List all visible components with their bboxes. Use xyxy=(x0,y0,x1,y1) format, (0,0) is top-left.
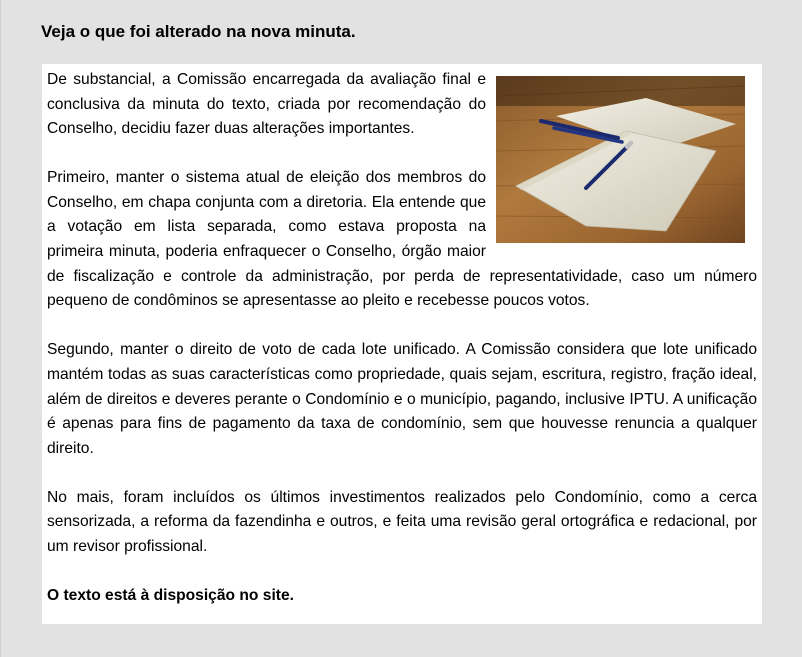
page-title: Veja o que foi alterado na nova minuta. xyxy=(41,22,356,41)
paragraph-intro: De substancial, a Comissão encarregada da avaliação final e conclusiva da minuta do texto, criada por recomendação do Conselho, decidiu fazer duas alterações importantes. xyxy=(47,71,486,138)
paragraph-other-changes: No mais, foram incluídos os últimos investimentos realizados pelo Condomínio, como a cerca sensorizada, a reforma da fazendinha e outros, e feita uma revisão geral ortográfica e redacional, por um revisor profissional. xyxy=(47,488,757,555)
content-panel xyxy=(42,64,762,624)
closing-note: O texto está à disposição no site. xyxy=(47,587,294,605)
paragraph-first-change: Primeiro, manter o sistema atual de eleição dos membros do Conselho, em chapa conjunta com a diretoria. Ela entende que a votação em lista separada, como estava proposta na primeira minuta, poderia enfraquecer o Conselho, órgão maior de fiscalização e controle da administração, por perda de representatividade, caso um número pequeno de condôminos se apresentasse ao pleito e recebesse poucos votos. xyxy=(47,169,757,310)
paragraph-second-change: Segundo, manter o direito de voto de cada lote unificado. A Comissão considera que lote unificado mantém todas as suas características como propriedade, quais sejam, escritura, registro, fração ideal, além de direitos e deveres perante o Condomínio e o município, pagando, inclusive IPTU. A unificação é apenas para fins de pagamento da taxa de condomínio, sem que houvesse renuncia a qualquer direito. xyxy=(47,341,757,457)
photo-papers-pens-icon xyxy=(496,76,745,243)
